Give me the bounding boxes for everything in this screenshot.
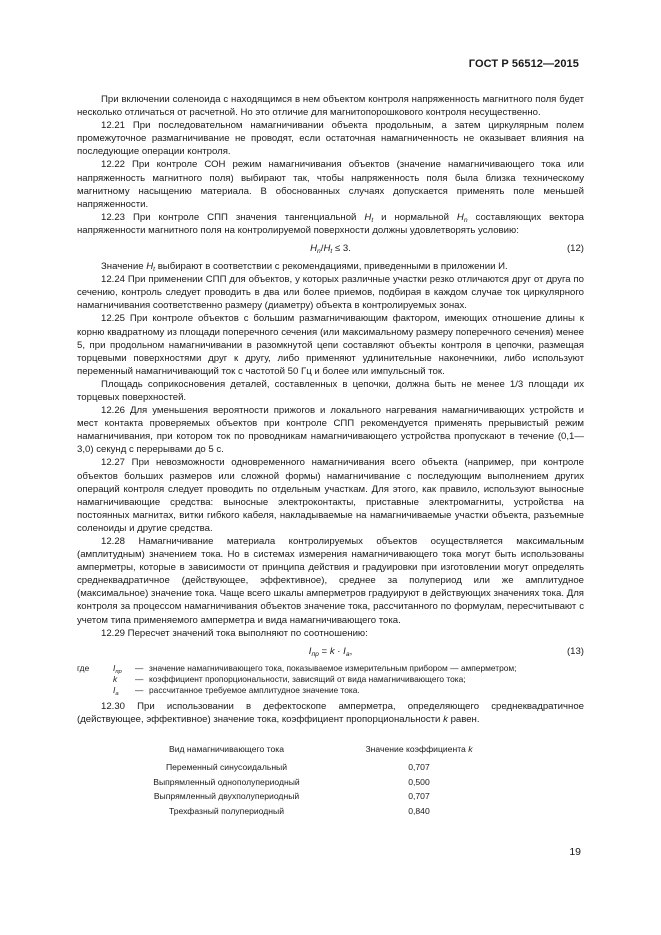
paragraph-intro: При включении соленоида с находящимся в нем объектом контроля напряженность магнитного поля будет несколько отличаться от расчетной. Но это отличие для магнитопорошкового контроля несущественно. — [77, 94, 584, 119]
paragraph-12-23: 12.23 При контроле СПП значения тангенциальной $H_t$ и нормальной $H_n$ составляющих вектора напряженности магнитного поля на контролируемой поверхности должны удовлетворять условию: — [77, 211, 584, 236]
paragraph-12-24: 12.24 При применении СПП для объектов, у которых различные участки резко отличаются друг от друга по сечению, контроль следует проводить в два или более приемов, подбирая в каждом случае ток циркулярного намагничивания соответственно размеру (диаметру) объекта в контролируемых зонах. — [77, 274, 584, 312]
paragraph-12-26: 12.26 Для уменьшения вероятности прижогов и локального нагревания намагничивающих устройств и мест контакта проверяемых объектов при контроле СПП рекомендуется применять прерывистый режим намагничивания, при котором ток по проводникам намагничивающего устройства пропускают в течение (0,1—3,0) секунд с перерывами до 5 с. — [77, 405, 584, 456]
paragraph-12-28: 12.28 Намагничивание материала контролируемых объектов осуществляется максимальным (амплитудным) значением тока. Но в системах измерения намагничивающего тока могут быть использованы амперметры, которые в зависимости от принципа действия и градуировки при изготовлении могут определять среднеквадратичное (действующее, эффективное), среднее за полупериод или же амплитудное (максимальное) значение тока. Чаще всего шкалы амперметров градуируют в действующих значениях тока. Для контроля за процессом намагничивания объектов значение тока, рассчитанного по формулам, пересчитывают с учетом типа применяемого амперметра и вида намагничивающего тока. — [77, 536, 584, 626]
table-row: Выпрямленный однополупериодный 0,500 — [153, 776, 430, 787]
table-row: Переменный синусоидальный 0,707 — [165, 762, 430, 773]
paragraph-12-21: 12.21 При последовательном намагничивании объекта продольным, а затем циркулярным полем промежуточное размагничивание не проводят, если остаточная намагниченность не оказывает влияния на последующие операции контроля. — [77, 120, 584, 158]
coefficient-table-header: Вид намагничивающего тока Значение коэффициента k — [168, 743, 473, 754]
legend-row: k — коэффициент пропорциональности, зависящий от вида намагничивающего тока; — [113, 673, 466, 684]
table-row: Выпрямленный двухполупериодный 0,707 — [153, 791, 430, 802]
page-content — [77, 93, 584, 818]
legend-row: $I_а$ — рассчитанное требуемое амплитудное значение тока. — [113, 684, 360, 697]
formula-13-expression: $I_{пр} = k \cdot I_a$, — [308, 645, 353, 658]
formula-13 — [77, 643, 584, 659]
page-number: 19 — [569, 846, 581, 858]
paragraph-12-29: 12.29 Пересчет значений тока выполняют по соотношению: — [101, 627, 368, 639]
formula-13-number: (13) — [566, 645, 584, 657]
paragraph-12-30: 12.30 При использовании в дефектоскопе амперметра, определяющего среднеквадратичное (действующее, эффективное) значение тока, коэффициент пропорциональности k равен. — [77, 700, 584, 725]
coefficient-table — [119, 742, 584, 818]
paragraph-ht-note: Значение $H_t$ выбирают в соответствии с рекомендациями, приведенными в приложении И. — [101, 261, 508, 274]
document-header: ГОСТ Р 56512—2015 — [468, 58, 579, 70]
paragraph-12-25: 12.25 При контроле объектов с большим размагничивающим фактором, имеющих отношение длины к корню квадратному из площади поперечного сечения (или максимальному размеру поперечного сечения) менее 5, при продольном намагничивании в разомкнутой цепи составляют объекты контроля в цепочки, размещая торцевыми поверхностями друг к другу, либо применяют удлинительные наконечники, либо используют переменный намагничивающий ток с частотой 50 Гц и более или импульсный ток. — [77, 313, 584, 377]
formula-12 — [77, 240, 584, 256]
table-row: Трехфазный полупериодный 0,840 — [168, 805, 430, 816]
paragraph-12-27: 12.27 При невозможности одновременного намагничивания всего объекта (например, при контроле объектов больших размеров или сложной формы) намагничивание с последующим выполнением других операций контроля следует проводить по отдельным участкам. Для этого, как правило, используют выносные намагничивающие средства: выносные электроконтакты, приставные электромагниты, устройства на постоянных магнитах, витки гибкого кабеля, накладываемые на намагничиваемые участки объекта, разъемные соленоиды и другие средства. — [77, 457, 584, 534]
paragraph-12-22: 12.22 При контроле СОН режим намагничивания объектов (значение намагничивающего тока или напряженность магнитного поля) выбирают так, чтобы напряженность поля была близка техническому магнитному насыщению материала. В обоснованных случаях допускается применять поле меньшей напряженности. — [77, 159, 584, 210]
formula-12-number: (12) — [566, 243, 584, 255]
paragraph-12-25-area: Площадь соприкосновения деталей, составленных в цепочки, должна быть не менее 1/3 площади их торцевых поверхностей. — [77, 378, 584, 403]
variable-legend — [77, 663, 584, 696]
legend-row: где $I_{пр}$ — значение намагничивающего тока, показываемое измерительным прибором — амперметром; — [77, 662, 517, 675]
formula-12-expression: $H_n/H_t \le 3$. — [310, 243, 351, 256]
